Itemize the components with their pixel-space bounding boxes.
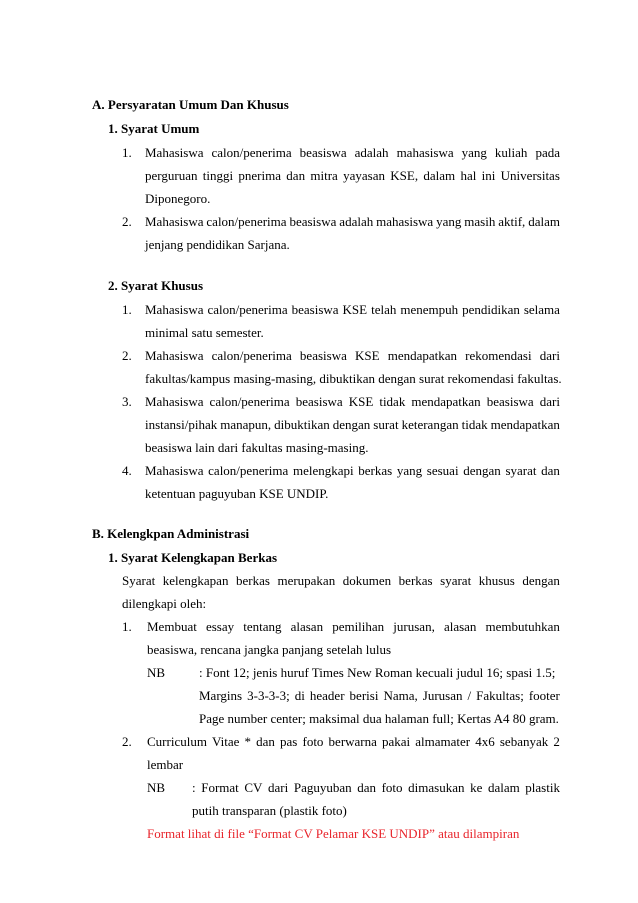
berkas-item-1-number: 1. bbox=[122, 619, 132, 634]
word: * bbox=[244, 734, 252, 749]
word: dengan bbox=[332, 417, 371, 432]
word: calon/penerima bbox=[208, 463, 289, 478]
berkas-intro-line-2: dilengkapi oleh: bbox=[122, 596, 207, 611]
berkas-item-2-nb-label: NB bbox=[147, 780, 166, 795]
word: tidak bbox=[461, 417, 488, 432]
word: Format bbox=[201, 780, 239, 795]
berkas-item-2-red-note: Format lihat di file “Format CV Pelamar KSE UNDIP” atau dilampiran bbox=[147, 826, 520, 841]
word: Nama, bbox=[383, 688, 418, 703]
syarat-khusus-heading: 2. Syarat Khusus bbox=[108, 278, 203, 293]
word: calon/penerima bbox=[211, 348, 292, 363]
word: : bbox=[192, 780, 196, 795]
berkas-item-2-line-1 bbox=[147, 734, 560, 750]
word: tidak bbox=[379, 394, 406, 409]
khusus-item-4-number: 4. bbox=[122, 463, 132, 478]
word: kuliah bbox=[494, 145, 528, 160]
word: pemilihan bbox=[332, 619, 385, 634]
word: berkas bbox=[358, 463, 393, 478]
word: Mahasiswa bbox=[145, 394, 204, 409]
word: pnerima bbox=[238, 168, 281, 183]
word: dengan bbox=[463, 463, 501, 478]
word: KSE bbox=[342, 302, 368, 317]
berkas-item-1-line-1 bbox=[147, 619, 560, 635]
word: beasiswa bbox=[295, 394, 343, 409]
word: dalam bbox=[423, 168, 456, 183]
khusus-item-1-number: 1. bbox=[122, 302, 132, 317]
word: di bbox=[294, 688, 305, 703]
word: mendapatkan bbox=[490, 417, 560, 432]
word: calon/penerima bbox=[209, 394, 290, 409]
word: alasan bbox=[290, 619, 324, 634]
word: beasiswa bbox=[486, 394, 534, 409]
word: 3-3-3-3; bbox=[247, 688, 290, 703]
word: aktif, bbox=[498, 214, 526, 229]
word: alasan bbox=[443, 619, 477, 634]
word: berkas bbox=[398, 573, 433, 588]
word: mendapatkan bbox=[411, 394, 481, 409]
syarat-kelengkapan-heading: 1. Syarat Kelengkapan Berkas bbox=[108, 550, 278, 565]
berkas-intro-line-1 bbox=[122, 573, 560, 589]
word: dari bbox=[539, 348, 560, 363]
umum-item-1-line-2 bbox=[145, 168, 560, 184]
word: selama bbox=[523, 302, 560, 317]
word: jurusan, bbox=[393, 619, 435, 634]
word: sesuai bbox=[426, 463, 459, 478]
word: dokumen bbox=[342, 573, 392, 588]
berkas-item-1-nb-line-3: Page number center; maksimal dua halaman full; Kertas A4 80 gram. bbox=[199, 711, 559, 726]
word: pada bbox=[535, 145, 560, 160]
berkas-item-2-line-2: lembar bbox=[147, 757, 184, 772]
word: manapun, bbox=[220, 417, 272, 432]
khusus-item-2-line-2: fakultas/kampus masing-masing, dibuktikan dengan surat rekomendasi fakultas. bbox=[145, 371, 562, 386]
word: dan bbox=[256, 734, 275, 749]
word: dalam bbox=[487, 780, 520, 795]
word: Mahasiswa bbox=[145, 302, 204, 317]
word: dari bbox=[268, 780, 289, 795]
word: khusus bbox=[478, 573, 515, 588]
khusus-item-3-line-1 bbox=[145, 394, 560, 410]
umum-item-1-line-1 bbox=[145, 145, 560, 161]
word: Universitas bbox=[500, 168, 560, 183]
word: Syarat bbox=[122, 573, 156, 588]
word: hal bbox=[460, 168, 477, 183]
word: 2 bbox=[553, 734, 560, 749]
word: sebanyak bbox=[499, 734, 549, 749]
word: dari bbox=[539, 394, 560, 409]
word: tentang bbox=[243, 619, 282, 634]
word: mitra bbox=[310, 168, 338, 183]
khusus-item-1-line-2: minimal satu semester. bbox=[145, 325, 264, 340]
word: ini bbox=[481, 168, 496, 183]
word: telah bbox=[371, 302, 397, 317]
khusus-item-2-line-1 bbox=[145, 348, 560, 364]
word: rekomendasi bbox=[465, 348, 532, 363]
word: Jurusan bbox=[422, 688, 463, 703]
khusus-item-3-number: 3. bbox=[122, 394, 132, 409]
word: Curriculum bbox=[147, 734, 207, 749]
word: beasiswa bbox=[299, 348, 347, 363]
word: KSE, bbox=[390, 168, 419, 183]
word: pendidikan bbox=[462, 302, 520, 317]
khusus-item-3-line-2 bbox=[145, 417, 560, 433]
word: surat bbox=[373, 417, 399, 432]
umum-item-2-line-1 bbox=[145, 214, 560, 230]
word: mahasiswa bbox=[376, 214, 434, 229]
word: almamater bbox=[415, 734, 471, 749]
section-a-heading: A. Persyaratan Umum Dan Khusus bbox=[92, 97, 289, 112]
word: calon/penerima bbox=[211, 145, 292, 160]
word: berwarna bbox=[328, 734, 377, 749]
word: yang bbox=[396, 463, 423, 478]
word: 4x6 bbox=[475, 734, 495, 749]
word: foto bbox=[381, 780, 403, 795]
word: calon/penerima bbox=[206, 214, 287, 229]
word: syarat bbox=[505, 463, 537, 478]
word: dengan bbox=[522, 573, 560, 588]
word: mahasiswa bbox=[396, 145, 454, 160]
word: yang bbox=[461, 145, 487, 160]
word: dibuktikan bbox=[274, 417, 330, 432]
berkas-item-1-nb-label: NB bbox=[147, 665, 166, 680]
word: dan bbox=[286, 168, 306, 183]
berkas-item-2-nb-line-1 bbox=[192, 780, 560, 796]
word: calon/penerima bbox=[207, 302, 288, 317]
word: header bbox=[309, 688, 345, 703]
word: berkas bbox=[235, 573, 270, 588]
word: KSE bbox=[355, 348, 380, 363]
word: dan bbox=[541, 463, 560, 478]
word: CV bbox=[244, 780, 263, 795]
word: merupakan bbox=[277, 573, 336, 588]
word: KSE bbox=[348, 394, 374, 409]
word: beasiswa bbox=[291, 302, 339, 317]
word: membutuhkan bbox=[485, 619, 560, 634]
word: Vitae bbox=[212, 734, 240, 749]
word: Membuat bbox=[147, 619, 197, 634]
khusus-item-3-line-3: beasiswa lain dari fakultas masing-masing. bbox=[145, 440, 369, 455]
word: foto bbox=[302, 734, 324, 749]
word: adalah bbox=[354, 145, 389, 160]
word: masih bbox=[464, 214, 496, 229]
word: berisi bbox=[349, 688, 379, 703]
word: plastik bbox=[525, 780, 560, 795]
umum-item-2-line-2: jenjang pendidikan Sarjana. bbox=[145, 237, 290, 252]
word: beasiswa bbox=[289, 214, 337, 229]
word: Mahasiswa bbox=[145, 348, 204, 363]
berkas-item-2-number: 2. bbox=[122, 734, 132, 749]
word: pakai bbox=[382, 734, 411, 749]
umum-item-1-line-3: Diponegoro. bbox=[145, 191, 211, 206]
umum-item-1-number: 1. bbox=[122, 145, 132, 160]
word: perguruan bbox=[145, 168, 198, 183]
khusus-item-4-line-1 bbox=[145, 463, 560, 479]
word: beasiswa bbox=[299, 145, 347, 160]
berkas-item-1-line-2: beasiswa, rencana jangka panjang setelah lulus bbox=[147, 642, 392, 657]
word: Mahasiswa bbox=[145, 214, 204, 229]
umum-item-2-number: 2. bbox=[122, 214, 132, 229]
word: Mahasiswa bbox=[145, 463, 204, 478]
word: Mahasiswa bbox=[145, 145, 204, 160]
word: adalah bbox=[339, 214, 374, 229]
word: footer bbox=[528, 688, 560, 703]
word: syarat bbox=[440, 573, 472, 588]
word: melengkapi bbox=[292, 463, 354, 478]
section-b-heading: B. Kelengkpan Administrasi bbox=[92, 526, 250, 541]
word: dan bbox=[357, 780, 376, 795]
word: yayasan bbox=[343, 168, 385, 183]
khusus-item-4-line-2: ketentuan paguyuban KSE UNDIP. bbox=[145, 486, 329, 501]
word: pas bbox=[280, 734, 298, 749]
word: instansi/pihak bbox=[145, 417, 218, 432]
word: dalam bbox=[528, 214, 560, 229]
word: essay bbox=[205, 619, 235, 634]
word: keterangan bbox=[401, 417, 459, 432]
word: mendapatkan bbox=[387, 348, 458, 363]
khusus-item-2-number: 2. bbox=[122, 348, 132, 363]
word: Margins bbox=[199, 688, 243, 703]
berkas-item-2-nb-line-2: putih transparan (plastik foto) bbox=[192, 803, 347, 818]
word: ke bbox=[470, 780, 483, 795]
khusus-item-1-line-1 bbox=[145, 302, 560, 318]
word: Fakultas; bbox=[476, 688, 524, 703]
syarat-umum-heading: 1. Syarat Umum bbox=[108, 121, 200, 136]
berkas-item-1-nb-line-2 bbox=[199, 688, 560, 704]
word: menempuh bbox=[400, 302, 459, 317]
word: dimasukan bbox=[408, 780, 465, 795]
word: kelengkapan bbox=[162, 573, 229, 588]
berkas-item-1-nb-line-1: : Font 12; jenis huruf Times New Roman kecuali judul 16; spasi 1.5; bbox=[199, 665, 556, 680]
word: / bbox=[467, 688, 472, 703]
word: Paguyuban bbox=[293, 780, 352, 795]
word: tinggi bbox=[202, 168, 234, 183]
word: yang bbox=[436, 214, 462, 229]
